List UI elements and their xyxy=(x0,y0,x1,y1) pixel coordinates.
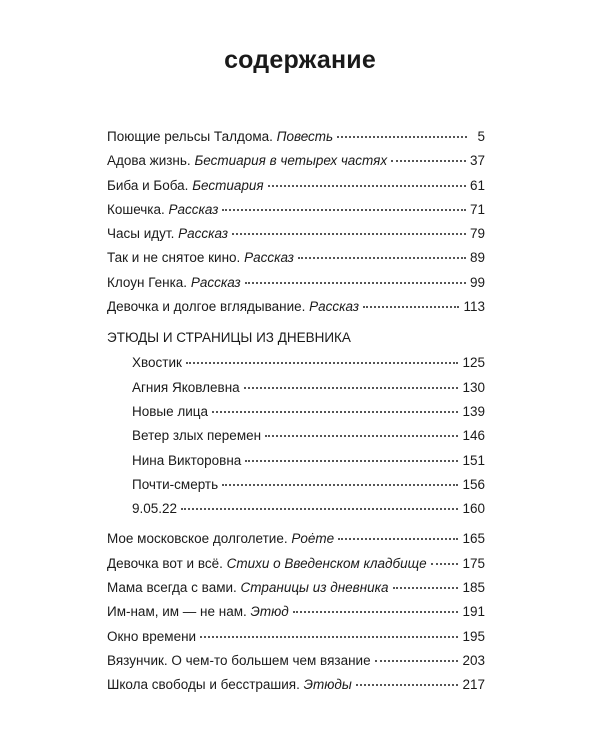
toc-entry-title: Мое московское долголетие. Poėте xyxy=(107,531,335,547)
dot-leader xyxy=(375,660,459,662)
toc-entry[interactable] xyxy=(107,246,485,270)
toc-entry[interactable] xyxy=(107,473,485,497)
toc-entry[interactable] xyxy=(107,149,485,173)
toc-entry[interactable] xyxy=(107,600,485,624)
toc-entry-page: 79 xyxy=(469,226,485,242)
toc-entry-page: 130 xyxy=(462,379,485,395)
toc-entry-page: 217 xyxy=(462,677,485,693)
toc-entry-title: Часы идут. Рассказ xyxy=(107,226,228,242)
toc-section-items xyxy=(107,351,485,521)
dot-leader xyxy=(212,411,458,413)
dot-leader xyxy=(245,282,466,284)
toc-entry[interactable] xyxy=(107,552,485,576)
dot-leader xyxy=(244,387,459,389)
dot-leader xyxy=(393,587,459,589)
toc-entry-page: 175 xyxy=(462,555,485,571)
toc-entry-page: 113 xyxy=(463,299,485,315)
toc-entry-genre: Poėте xyxy=(291,531,335,547)
toc-entry[interactable] xyxy=(107,625,485,649)
toc-entry-genre: Этюды xyxy=(303,677,352,693)
toc-entry-title: Школа свободы и бесстрашия. Этюды xyxy=(107,677,352,693)
dot-leader xyxy=(222,209,466,211)
toc-entry-page: 151 xyxy=(462,452,485,468)
toc-entry-genre: Страницы из дневника xyxy=(240,580,389,596)
toc-entry[interactable] xyxy=(107,174,485,198)
toc-entry[interactable] xyxy=(107,376,485,400)
toc-entry-page: 191 xyxy=(462,604,485,620)
toc-entry[interactable] xyxy=(107,673,485,697)
toc-entry-page: 139 xyxy=(462,403,485,419)
page-title: содержание xyxy=(224,46,376,74)
toc-entry-genre: Рассказ xyxy=(244,250,294,266)
toc-entry-page: 125 xyxy=(462,355,485,371)
toc-entry[interactable] xyxy=(107,295,485,319)
toc-entry-page: 71 xyxy=(469,201,485,217)
toc-entry-page: 5 xyxy=(477,129,485,144)
toc-entry-genre: Бестиария xyxy=(192,177,264,193)
toc-entry[interactable] xyxy=(107,424,485,448)
toc-entry-page: 165 xyxy=(462,531,485,547)
dot-leader xyxy=(391,160,466,162)
toc-entry[interactable] xyxy=(107,497,485,521)
dot-leader xyxy=(186,362,459,364)
toc-entry-title: Вязунчик. О чем-то большем чем вязание xyxy=(107,652,371,668)
dot-leader xyxy=(265,435,458,437)
toc-entry-title: Новые лица xyxy=(132,403,209,419)
toc-entry-page: 203 xyxy=(462,652,485,668)
dot-leader xyxy=(181,508,458,510)
toc-entry[interactable] xyxy=(107,449,485,473)
dot-leader xyxy=(338,538,458,540)
toc-entry-page: 160 xyxy=(462,501,485,517)
dot-leader xyxy=(222,484,458,486)
dot-leader xyxy=(200,636,458,638)
toc-entry-genre: Бестиария в четырех частях xyxy=(194,153,388,169)
toc-entry-title: Биба и Боба. Бестиария xyxy=(107,177,264,193)
dot-leader xyxy=(293,611,459,613)
toc-entry[interactable] xyxy=(107,351,485,375)
toc-entry-title: 9.05.22 xyxy=(132,501,178,517)
toc-entry-title: Окно времени xyxy=(107,628,197,644)
toc-entry[interactable] xyxy=(107,527,485,551)
toc-entry-title: Так и не снятое кино. Рассказ xyxy=(107,250,294,266)
toc-entry-title: Нина Викторовна xyxy=(132,452,242,468)
dot-leader xyxy=(232,233,466,235)
toc-entry-genre: Рассказ xyxy=(178,226,228,242)
toc-entry-title: Мама всегда с вами. Страницы из дневника xyxy=(107,580,389,596)
toc-part-2 xyxy=(107,527,485,697)
toc-entry-title: Поющие рельсы Талдома. Повесть xyxy=(107,129,334,144)
toc-entry-genre: Повесть xyxy=(276,129,334,144)
dot-leader xyxy=(431,563,459,565)
toc-entry-page: 61 xyxy=(469,177,485,193)
toc-entry[interactable] xyxy=(107,222,485,246)
toc-entry-genre: Рассказ xyxy=(168,201,219,217)
toc-entry-title: Девочка и долгое вглядывание. Рассказ xyxy=(107,299,360,315)
toc-entry-genre: Этюд xyxy=(250,604,289,620)
toc-entry-genre: Рассказ xyxy=(190,274,241,290)
toc-entry[interactable] xyxy=(107,198,485,222)
toc-entry-page: 99 xyxy=(469,274,485,290)
dot-leader xyxy=(356,684,459,686)
toc-part-1 xyxy=(107,125,485,319)
toc-entry-page: 185 xyxy=(462,580,485,596)
toc-entry[interactable] xyxy=(107,576,485,600)
toc-entry[interactable] xyxy=(107,271,485,295)
toc-entry-title: Агния Яковлевна xyxy=(132,379,240,395)
toc-entry-title: Девочка вот и всё. Стихи о Введенском кладбище xyxy=(107,555,427,571)
toc-entry[interactable] xyxy=(107,400,485,424)
toc-entry-genre: Рассказ xyxy=(309,299,360,315)
toc-entry-title: Почти-смерть xyxy=(132,476,219,492)
toc-entry-genre: Стихи о Введенском кладбище xyxy=(226,555,427,571)
toc-entry-page: 89 xyxy=(469,250,485,266)
toc-entry-page: 146 xyxy=(462,428,485,444)
toc-entry-title: Ветер злых перемен xyxy=(132,428,262,444)
toc-entry-page: 156 xyxy=(462,476,485,492)
dot-leader xyxy=(337,136,467,138)
toc-section-heading: ЭТЮДЫ И СТРАНИЦЫ ИЗ ДНЕВНИКА xyxy=(107,330,351,346)
dot-leader xyxy=(245,460,458,462)
toc-entry-title: Кошечка. Рассказ xyxy=(107,201,219,217)
toc-entry-title: Адова жизнь. Бестиария в четырех частях xyxy=(107,153,388,169)
table-of-contents xyxy=(107,125,485,698)
dot-leader xyxy=(298,257,466,259)
toc-entry-title: Хвостик xyxy=(132,355,182,371)
toc-entry-title: Клоун Генка. Рассказ xyxy=(107,274,241,290)
toc-entry[interactable] xyxy=(107,649,485,673)
toc-entry-title: Им-нам, им — не нам. Этюд xyxy=(107,604,289,620)
toc-entry[interactable] xyxy=(107,125,485,149)
toc-entry-page: 195 xyxy=(462,628,485,644)
dot-leader xyxy=(363,306,459,308)
toc-entry-page: 37 xyxy=(469,153,485,169)
dot-leader xyxy=(268,185,466,187)
